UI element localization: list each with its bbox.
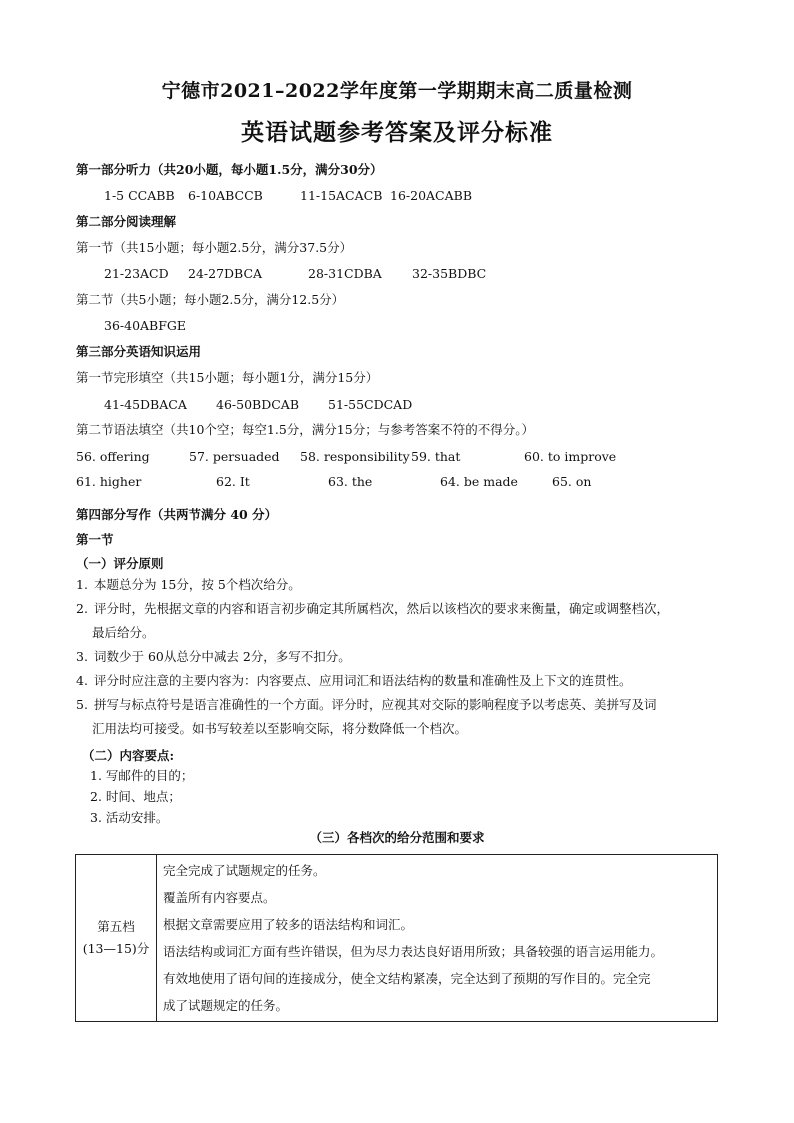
principle-item: 5. 拼写与标点符号是语言准确性的一个方面。评分时，应视其对交际的影响程度予以考虑英、美拼写及词 [76, 697, 657, 712]
grade-table [75, 854, 718, 1022]
grammar-answer: 61. higher [76, 474, 142, 489]
answer-group: 32-35BDBC [412, 266, 487, 281]
grammar-answer: 60. to improve [524, 449, 617, 464]
grade-description-line: 成了试题规定的任务。 [163, 998, 289, 1013]
part1-heading: 第一部分听力（共20小题，每小题1.5分，满分30分） [76, 162, 383, 177]
grammar-answer: 63. the [328, 474, 373, 489]
grade-description-cell [157, 855, 718, 1022]
grammar-answer: 65. on [552, 474, 592, 489]
table-row [76, 855, 718, 1022]
grade-description-line: 根据文章需要应用了较多的语法结构和词汇。 [163, 917, 414, 932]
principle-item: 1. 本题总分为 15分，按 5个档次给分。 [76, 577, 301, 592]
part3-section2-heading: 第二节语法填空（共10个空；每空1.5分，满分15分；与参考答案不符的不得分。） [76, 422, 534, 437]
answer-group: 28-31CDBA [308, 266, 382, 281]
principle-item: 4. 评分时应注意的主要内容为：内容要点、应用词汇和语法结构的数量和准确性及上下文的连贯性。 [76, 673, 632, 688]
content-points-heading: （二）内容要点: [82, 748, 175, 763]
grade-level-name: 第五档 [97, 919, 135, 934]
part4-heading: 第四部分写作（共两节满分 40 分） [76, 507, 278, 522]
answer-group: 6-10ABCCB [188, 188, 263, 203]
principle-item-continuation: 汇用法均可接受。如书写较差以至影响交际，将分数降低一个档次。 [92, 721, 468, 736]
grammar-answer: 58. responsibility [300, 449, 410, 464]
grammar-answer: 64. be made [440, 474, 518, 489]
grammar-answer: 56. offering [76, 449, 150, 464]
content-point: 3. 活动安排。 [90, 810, 169, 825]
answer-key-title: 英语试题参考答案及评分标准 [241, 119, 553, 146]
grade-level-range: (13—15)分 [82, 941, 150, 956]
answer-group: 51-55CDCAD [328, 397, 413, 412]
answer-group: 41-45DBACA [104, 397, 187, 412]
grade-description-line: 完全完成了试题规定的任务。 [163, 863, 326, 878]
part2-heading: 第二部分阅读理解 [76, 214, 177, 229]
grade-description-line: 语法结构或词汇方面有些许错误，但为尽力表达良好语用所致；具备较强的语言运用能力。 [163, 944, 664, 959]
part3-heading: 第三部分英语知识运用 [76, 344, 202, 359]
grade-description-line: 有效地使用了语句间的连接成分，使全文结构紧凑，完全达到了预期的写作目的。完全完 [163, 971, 651, 986]
grammar-answer: 59. that [411, 449, 461, 464]
grade-description-line: 覆盖所有内容要点。 [163, 890, 276, 905]
part2-section2-heading: 第二节（共5小题；每小题2.5分，满分12.5分） [76, 292, 345, 307]
exam-title: 宁德市2021–2022学年度第一学期期末高二质量检测 [161, 80, 633, 102]
principle-item: 2. 评分时，先根据文章的内容和语言初步确定其所属档次，然后以该档次的要求来衡量，确定或调整档次， [76, 601, 669, 616]
principles-heading: （一）评分原则 [76, 556, 164, 571]
grade-table-heading: （三）各档次的给分范围和要求 [309, 830, 485, 845]
principle-item: 3. 词数少于 60从总分中减去 2分，多写不扣分。 [76, 649, 351, 664]
answer-group: 1-5 CCABB [104, 188, 175, 203]
answer-group: 24-27DBCA [188, 266, 263, 281]
principle-item-continuation: 最后给分。 [92, 625, 155, 640]
content-point: 2. 时间、地点； [90, 789, 181, 804]
grade-level-cell [76, 855, 157, 1022]
answer-group: 46-50BDCAB [216, 397, 300, 412]
part3-section1-heading: 第一节完形填空（共15小题；每小题1分，满分15分） [76, 370, 379, 385]
grammar-answer: 62. It [216, 474, 250, 489]
content-point: 1. 写邮件的目的； [90, 768, 194, 783]
answer-group: 21-23ACD [104, 266, 169, 281]
answer-group: 16-20ACABB [390, 188, 473, 203]
answer-group: 11-15ACACB [300, 188, 383, 203]
answer-group: 36-40ABFGE [104, 318, 187, 333]
grammar-answer: 57. persuaded [189, 449, 280, 464]
part2-section1-heading: 第一节（共15小题；每小题2.5分，满分37.5分） [76, 240, 353, 255]
part4-section1-heading: 第一节 [76, 532, 114, 547]
principles-list [76, 573, 726, 741]
